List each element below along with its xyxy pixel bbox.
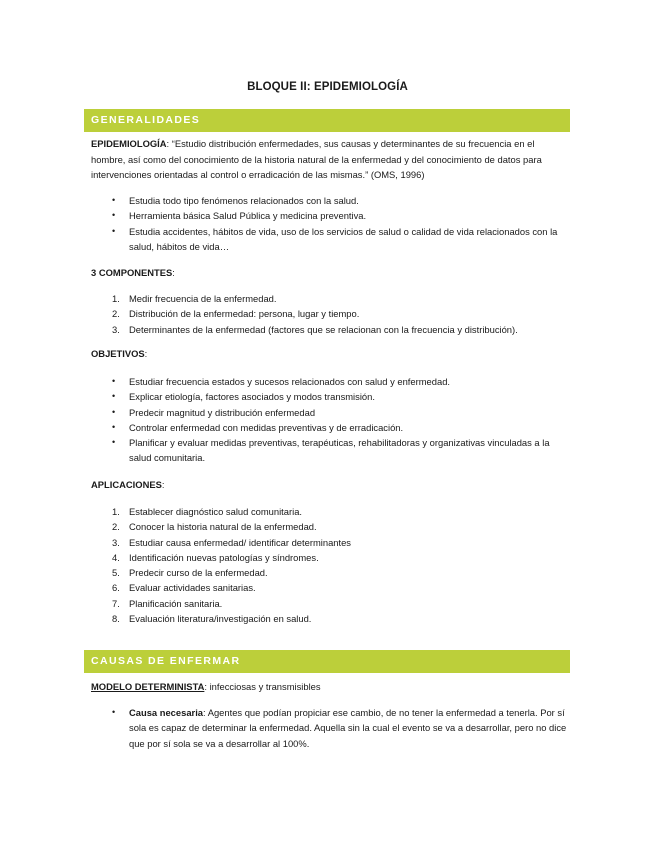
list-item-text: Conocer la historia natural de la enfermedad. [129,521,317,533]
definition-paragraph [91,136,566,183]
list-item: 2. Distribución de la enfermedad: persona, lugar y tiempo. [112,308,360,320]
list-item: 3. Estudiar causa enfermedad/ identificar determinantes [112,536,351,548]
list-item: 5. Predecir curso de la enfermedad. [112,567,268,579]
generalidades-bullet-list [112,193,572,254]
list-item-text: Estudiar frecuencia estados y sucesos relacionados con salud y enfermedad. [129,376,451,387]
list-item [112,389,572,404]
list-item [112,224,572,255]
definition-term: EPIDEMIOLOGÍA [91,138,167,149]
list-item [112,208,572,223]
list-item: 3. Determinantes de la enfermedad (factores que se relacionan con la frecuencia y distribución). [112,323,518,335]
list-item-text: Predecir curso de la enfermedad. [129,567,268,579]
list-item-text: Evaluación literatura/investigación en salud. [129,613,312,625]
definition-text: : “Estudio distribución enfermedades, sus causas y determinantes de su frecuencia en el hombre, así como del conocimiento de la historia natural de la enfermedad y del conocimiento de datos para intervenciones orientadas al control o erradicación de las mismas.” (OMS, 1996) [91,138,542,180]
causa-term: Causa necesaria [129,707,204,718]
aplicaciones-list [112,504,572,626]
bullet-icon: • [112,195,116,205]
list-item-text: Medir frecuencia de la enfermedad. [129,293,277,304]
list-item-text: Estudiar causa enfermedad/ identificar determinantes [129,536,351,548]
aplicaciones-label: APLICACIONES: [91,479,165,490]
list-item-text: Determinantes de la enfermedad (factores que se relacionan con la frecuencia y distribución). [129,323,518,335]
list-item-text: Establecer diagnóstico salud comunitaria. [129,506,303,517]
list-item-text: Planificar y evaluar medidas preventivas, terapéuticas, rehabilitadoras y organizativas vinculadas a la salud comunitaria. [129,437,550,464]
list-item: 7. Planificación sanitaria. [112,597,223,609]
list-item-text: Herramienta básica Salud Pública y medicina preventiva. [129,210,367,222]
page-title: BLOQUE II: EPIDEMIOLOGÍA [247,81,408,93]
list-item [112,420,572,435]
bullet-icon: • [112,421,116,432]
list-item-text: Estudia todo tipo fenómenos relacionados con la salud. [129,195,359,206]
modelo-line [91,679,566,695]
causa-text: : Agentes que podían propiciar ese cambio, de no tener la enfermedad a tenerla. Por sí sola es capaz de determinar la enfermedad. Aquella sin la cual el evento se va a desarrollar, pero no dice que por sí sola se va a desarrollar al 100%. [129,707,567,749]
list-item [112,405,572,420]
bullet-icon: • [112,391,116,402]
bullet-icon: • [112,210,116,221]
list-item: 4. Identificación nuevas patologías y síndromes. [112,551,319,563]
list-item-text: Identificación nuevas patologías y síndromes. [129,551,319,563]
section-header-causas: CAUSAS DE ENFERMAR [84,650,570,673]
objetivos-list [112,374,572,466]
list-item [112,193,572,208]
list-item: 1. Medir frecuencia de la enfermedad. [112,293,277,304]
bullet-icon: • [112,225,116,236]
list-item-text: Controlar enfermedad con medidas preventivas y de erradicación. [129,421,404,433]
bullet-icon: • [112,707,116,717]
list-item-text: Estudia accidentes, hábitos de vida, uso de los servicios de salud o calidad de vida relacionados con la salud, hábitos de vida… [129,225,558,252]
modelo-text: : infecciosas y transmisibles [204,681,321,692]
modelo-label: MODELO DETERMINISTA [91,681,205,692]
section-header-generalidades: GENERALIDADES [84,109,570,132]
list-item: 2. Conocer la historia natural de la enfermedad. [112,521,317,533]
causas-bullet-list [112,705,572,751]
list-item-text: Explicar etiología, factores asociados y modos transmisión. [129,391,375,403]
list-item-text: Evaluar actividades sanitarias. [129,582,256,594]
list-item: 6. Evaluar actividades sanitarias. [112,582,256,594]
list-item: 8. Evaluación literatura/investigación en salud. [112,613,312,625]
componentes-list [112,291,572,337]
list-item [112,435,572,466]
bullet-icon: • [112,406,116,417]
list-item-text: Planificación sanitaria. [129,597,223,609]
bullet-icon: • [112,437,116,448]
objetivos-label: OBJETIVOS: [91,348,148,359]
bullet-icon: • [112,376,116,386]
list-item-text: Predecir magnitud y distribución enfermedad [129,406,316,418]
list-item: 1. Establecer diagnóstico salud comunitaria. [112,506,303,517]
list-item-text: Distribución de la enfermedad: persona, lugar y tiempo. [129,308,360,320]
componentes-label: 3 COMPONENTES: [91,267,175,278]
list-item [112,705,572,751]
list-item [112,374,572,389]
